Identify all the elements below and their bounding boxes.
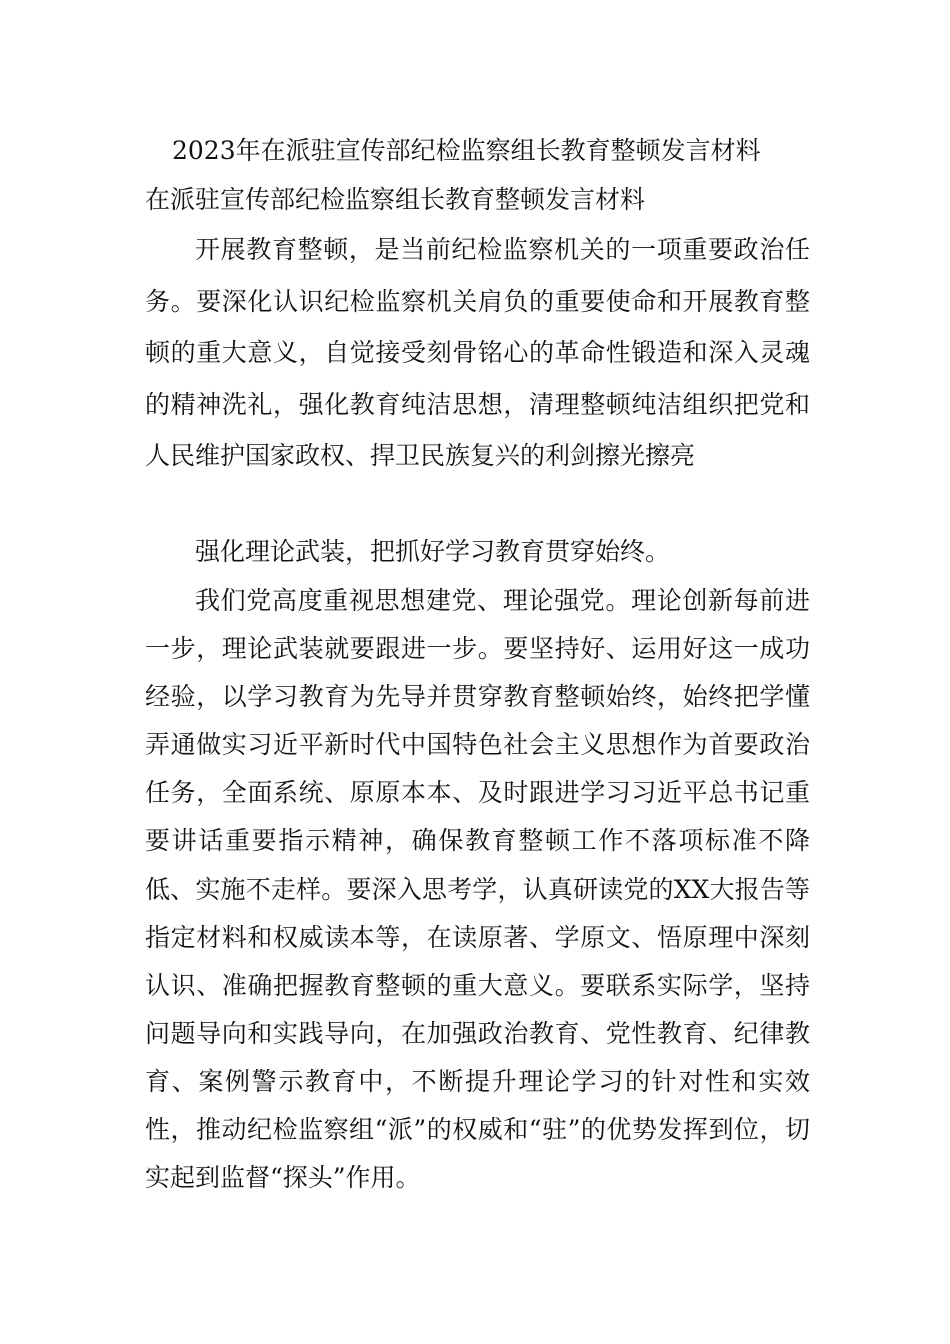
document-title: 2023年在派驻宣传部纪检监察组长教育整顿发言材料 [172, 136, 761, 165]
intro-paragraph: 开展教育整顿，是当前纪检监察机关的一项重要政治任务。要深化认识纪检监察机关肩负的重要使命和开展教育整顿的重大意义，自觉接受刻骨铭心的革命性锻造和深入灵魂的精神洗礼，强化教育纯洁思想，清理整顿纯洁组织把党和人民维护国家政权、捍卫民族复兴的利剑擦光擦亮 [145, 235, 810, 470]
body-paragraph: 我们党高度重视思想建党、理论强党。理论创新每前进一步，理论武装就要跟进一步。要坚持好、运用好这一成功经验，以学习教育为先导并贯穿教育整顿始终，始终把学懂弄通做实习近平新时代中国特色社会主义思想作为首要政治任务，全面系统、原原本本、及时跟进学习习近平总书记重要讲话重要指示精神，确保教育整顿工作不落项标准不降低、实施不走样。要深入思考学，认真研读党的XX大报告等指定材料和权威读本等，在读原著、学原文、悟原理中深刻认识、准确把握教育整顿的重大意义。要联系实际学，坚持问题导向和实践导向，在加强政治教育、党性教育、纪律教育、案例警示教育中，不断提升理论学习的针对性和实效性，推动纪检监察组“派”的权威和“驻”的优势发挥到位，切实起到监督“探头”作用。 [145, 586, 810, 1193]
document-subtitle: 在派驻宣传部纪检监察组长教育整顿发言材料 [145, 185, 646, 214]
section-heading: 强化理论武装，把抓好学习教育贯穿始终。 [195, 537, 671, 566]
